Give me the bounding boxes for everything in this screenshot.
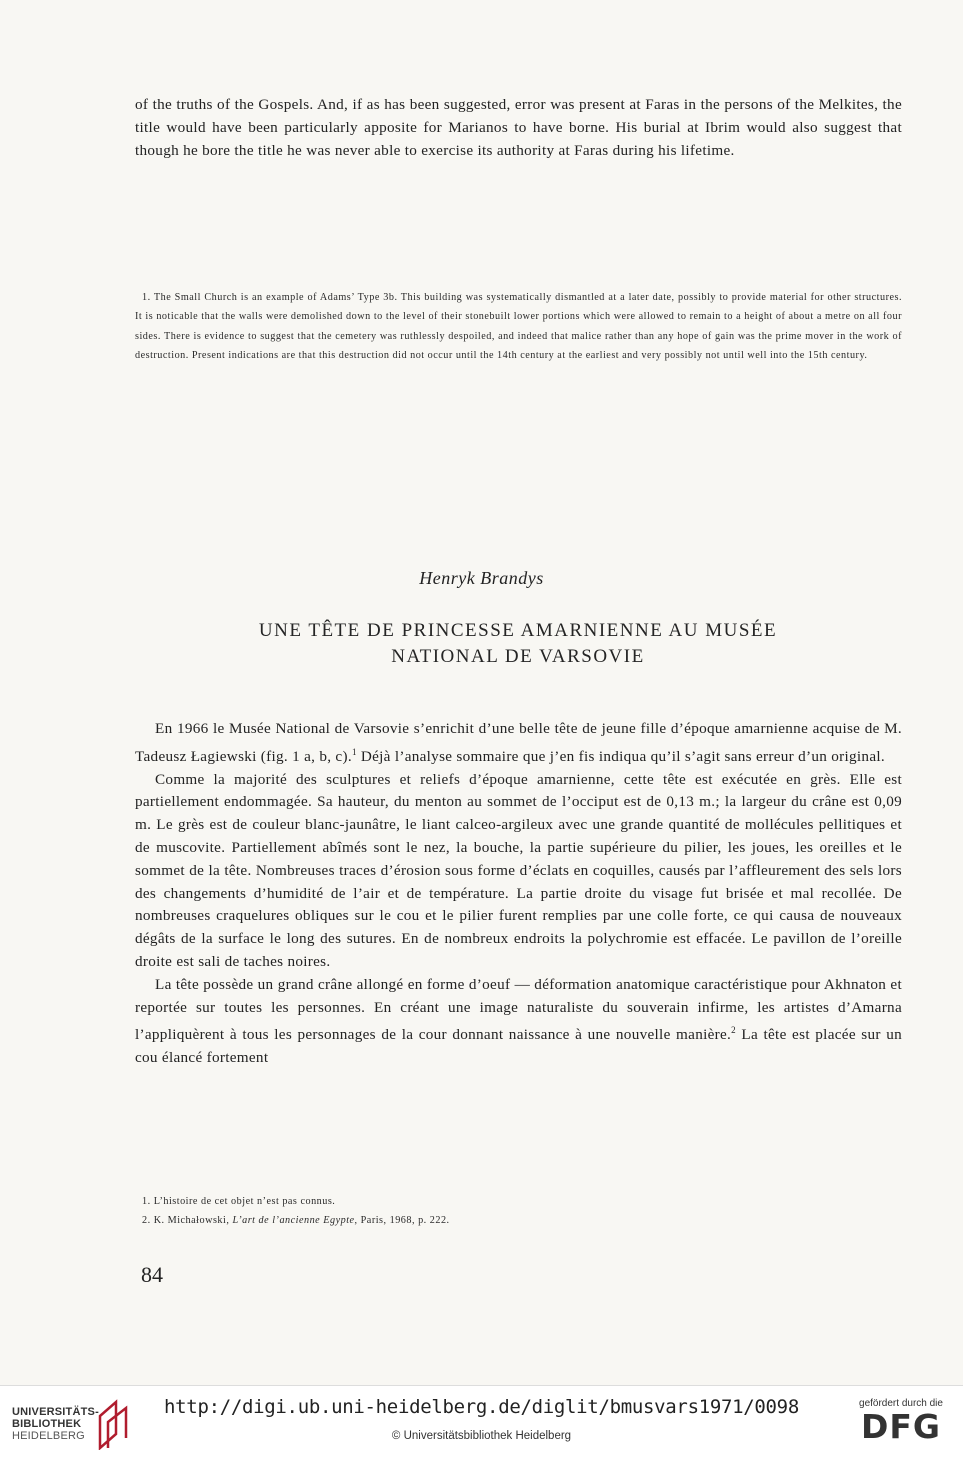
article-title-line2: NATIONAL DE VARSOVIE: [391, 646, 645, 667]
top-footnote-block: [135, 288, 902, 366]
paragraph-3: [135, 974, 902, 1070]
footer-bar: [0, 1385, 963, 1458]
library-name-line2: BIBLIOTHEK: [12, 1418, 82, 1430]
paragraph-1-text-b: Déjà l’analyse sommaire que j’en fis indiqua qu’il s’agit sans erreur d’un original.: [356, 747, 885, 765]
footnote-2-details: , Paris, 1968, p. 222.: [354, 1215, 450, 1227]
footnote-2-book-title: L’art de l’ancienne Egypte: [232, 1215, 355, 1227]
permalink-url[interactable]: http://digi.ub.uni-heidelberg.de/diglit/bmusvars1971/0098: [164, 1396, 799, 1418]
top-paragraph: of the truths of the Gospels. And, if as has been suggested, error was present at Faras in the persons of the Melkites, the title would have been particularly apposite for Marianos to have borne. His burial at Ibrim would also suggest that though he bore the title he was never able to exercise its authority at Faras during his lifetime.: [135, 96, 902, 159]
bottom-footnotes: [135, 1192, 902, 1231]
footnote-ref-1: 1: [351, 746, 357, 757]
dfg-funding[interactable]: [846, 1398, 956, 1445]
article-author: Henryk Brandys: [419, 568, 544, 588]
paragraph-2: Comme la majorité des sculptures et reliefs d’époque amarnienne, cette tête est exécutée en grès. Elle est partiellement endommagée. Sa hauteur, du menton au sommet de l’occiput est de 0,13 m.; la largeur du crâne est 0,09 m. Le grès est de couleur blanc-jaunâtre, le liant calceo-argileux avec une grande quantité de mollécules pellitiques et de muscovite. Partiellement abîmés sont le nez, la bouche, la partie supérieure du pilier, les joues, les oreilles et le sommet de la tête. Nombreuses traces d’érosion sous forme d’éclats en coquilles, causés par l’affleurement des sels lors des changements d’humidité de l’air et de température. La partie droite du visage fut brisée et mal recollée. De nombreuses craquelures obliques sur le cou et le pilier furent remplies par une colle forte, ce qui causa de nouveaux dégâts de la surface le long des sutures. En de nombreux endroits la polychromie est effacée. Le pavillon de l’oreille droite est sali de taches noires.: [135, 770, 902, 971]
paragraph-3-text-b: La tête est placée sur un cou élancé fortement: [135, 1026, 902, 1067]
article-body: [135, 718, 902, 1070]
paragraph-1-text-a: En 1966 le Musée National de Varsovie s’enrichit d’une belle tête de jeune fille d’époque amarnienne acquise de M. Tadeusz Łagiewski (fig. 1 a, b, c).: [135, 720, 902, 765]
article-title-line1: UNE TÊTE DE PRINCESSE AMARNIENNE AU MUSÉE: [258, 620, 778, 641]
top-paragraph-block: [135, 94, 902, 162]
page-number: 84: [141, 1262, 163, 1287]
footnote-2-author: 2. K. Michałowski,: [142, 1215, 233, 1227]
footnote-top: 1. The Small Church is an example of Adams’ Type 3b. This building was systematically dismantled at a later date, possibly to provide material for other structures. It is noticable that the walls were demolished down to the level of their stonebuilt lower portions which were allowed to remain to a height of about a metre on all four sides. There is evidence to suggest that the cemetery was ruthlessly despoiled, and indeed that malice rather than any hope of gain was the prime mover in the work of destruction. Present indications are that this destruction did not occur until the 14th century at the earliest and very possibly not until well into the 15th century.: [135, 292, 902, 362]
article-title: [0, 618, 963, 670]
footnote-1: 1. L’histoire de cet objet n’est pas connus.: [142, 1196, 336, 1207]
funding-label: gefördert durch die: [859, 1398, 943, 1409]
paragraph-3-text-a: La tête possède un grand crâne allongé en forme d’oeuf — déformation anatomique caractéristique pour Akhnaton et reportée sur toutes les personnes. En créant une image naturaliste du souverain infirme, les artistes d’Amarna l’appliquèrent à tous les personnages de la cour donnant naissance à une nouvelle manière.: [135, 975, 902, 1044]
library-name-line1: UNIVERSITÄTS-: [12, 1406, 99, 1418]
dfg-logo: DFG: [860, 1407, 942, 1446]
library-name-line3: HEIDELBERG: [12, 1430, 85, 1442]
copyright-text: © Universitätsbibliothek Heidelberg: [391, 1430, 572, 1442]
paragraph-1: [135, 718, 902, 769]
footnote-2: [135, 1211, 902, 1230]
footnote-ref-2: 2: [731, 1025, 736, 1036]
